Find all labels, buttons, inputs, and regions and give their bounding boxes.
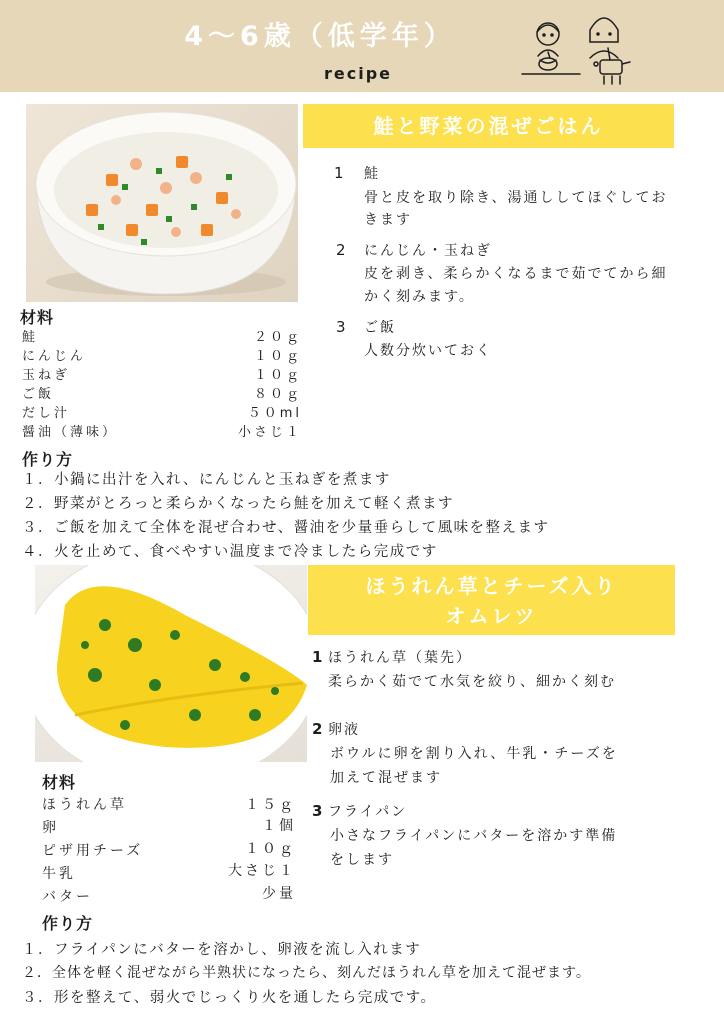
recipe1-step2-line: かく刻みます。 [364, 289, 475, 305]
ingredient-amount: １０ｇ [253, 349, 302, 364]
recipe1-method-title: 作り方 [22, 450, 74, 469]
ingredient-amount: ２０ｇ [253, 330, 302, 345]
recipe1-step2-number: 2 [336, 241, 348, 259]
ingredient-amount: 少量 [262, 886, 296, 902]
recipe2-step3-line: をします [330, 852, 394, 868]
page-title: 4～6歳（低学年） [184, 21, 456, 52]
recipe1-ingredients-title: 材料 [20, 308, 55, 327]
method-step: １．フライパンにバターを溶かし、卵液を流し入れます [22, 942, 422, 958]
recipe2-step1-number: 1 [312, 648, 325, 666]
ingredient-amount: 大さじ１ [228, 863, 296, 879]
ingredient-name: ほうれん草 [42, 797, 127, 813]
method-step: ４．火を止めて、食べやすい温度まで冷ましたら完成です [22, 544, 438, 560]
ingredient-amount: １０ｇ [253, 368, 302, 383]
ingredient-amount: １５ｇ [245, 797, 296, 813]
salmon-rice-photo [26, 104, 298, 302]
method-step: ２．全体を軽く混ぜながら半熟状になったら、刻んだほうれん草を加えて混ぜます。 [22, 965, 591, 981]
ingredient-name: 卵 [42, 820, 59, 836]
recipe2-step2-line: ボウルに卵を割り入れ、牛乳・チーズを [330, 746, 618, 762]
method-step: ３．形を整えて、弱火でじっくり火を通したら完成です。 [22, 990, 437, 1006]
ingredient-amount: １０ｇ [245, 841, 296, 857]
ingredient-amount: ５０ml [247, 406, 302, 421]
recipe2-step2-line: 加えて混ぜます [330, 770, 442, 786]
recipe1-step3-number: 3 [336, 318, 348, 336]
page-subtitle: recipe [323, 64, 392, 83]
method-step: ２．野菜がとろっと柔らかくなったら鮭を加えて軽く煮ます [22, 496, 454, 512]
ingredient-name: だし汁 [22, 406, 71, 421]
omelette-photo [35, 565, 307, 762]
ingredient-amount: １個 [262, 818, 296, 834]
recipe2-title-line1: ほうれん草とチーズ入り [365, 574, 618, 598]
recipe2-step1-name: ほうれん草（葉先） [328, 650, 472, 666]
recipe1-step2-name: にんじん・玉ねぎ [364, 243, 492, 259]
recipe2-ingredients-title: 材料 [42, 773, 77, 792]
recipe2-title-banner [308, 565, 675, 635]
recipe2-step3-line: 小さなフライパンにバターを溶かす準備 [330, 828, 618, 844]
cooking-kids-illustration [520, 8, 640, 92]
recipe2-title-line2: オムレツ [445, 604, 538, 628]
recipe1-title-banner: 鮭と野菜の混ぜごはん [303, 104, 674, 148]
recipe1-step3-line: 人数分炊いておく [364, 343, 492, 359]
recipe1-step1-line: きます [364, 212, 412, 228]
recipe1-step1-line: 骨と皮を取り除き、湯通ししてほぐしてお [364, 190, 668, 206]
recipe1-step3-name: ご飯 [364, 320, 396, 336]
ingredient-amount: 小さじ１ [237, 425, 302, 440]
recipe1-step2-line: 皮を剥き、柔らかくなるまで茹でてから細 [364, 266, 668, 282]
ingredient-name: にんじん [22, 349, 87, 364]
method-step: １．小鍋に出汁を入れ、にんじんと玉ねぎを煮ます [22, 472, 391, 488]
ingredient-name: 牛乳 [42, 866, 76, 882]
page-header [0, 0, 724, 92]
recipe2-step3-name: フライパン [328, 804, 408, 820]
recipe2-step2-name: 卵液 [328, 722, 360, 738]
method-step: ３．ご飯を加えて全体を混ぜ合わせ、醤油を少量垂らして風味を整えます [22, 520, 550, 536]
ingredient-name: 醤油（薄味） [22, 425, 119, 440]
ingredient-name: 玉ねぎ [22, 368, 71, 383]
recipe1-step1-name: 鮭 [364, 166, 380, 182]
recipe2-step1-line: 柔らかく茹でて水気を絞り、細かく刻む [328, 674, 616, 690]
ingredient-name: 鮭 [22, 330, 39, 345]
recipe2-method-title: 作り方 [42, 914, 94, 933]
recipe1-step1-number: 1 [334, 164, 346, 182]
ingredient-name: ピザ用チーズ [42, 843, 144, 859]
ingredient-name: ご飯 [22, 387, 55, 402]
recipe2-step2-number: 2 [312, 720, 325, 738]
ingredient-name: バター [42, 889, 93, 905]
ingredient-amount: ８０ｇ [253, 387, 302, 402]
recipe2-step3-number: 3 [312, 802, 325, 820]
